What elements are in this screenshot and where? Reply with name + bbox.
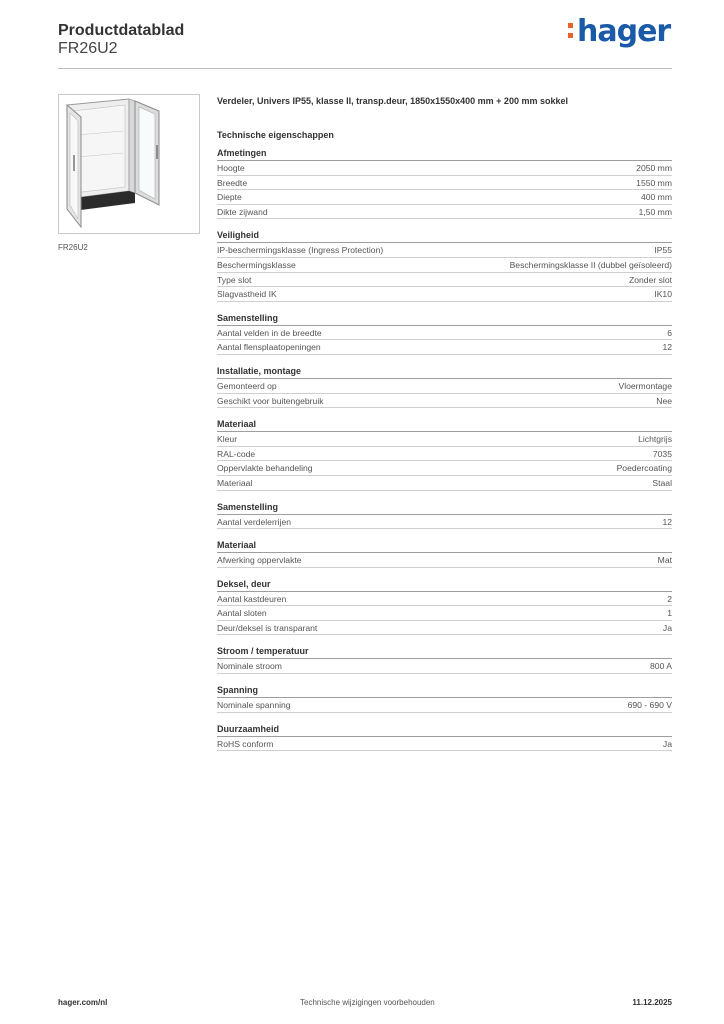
group-title: Spanning	[217, 683, 672, 698]
group-title: Materiaal	[217, 538, 672, 553]
property-value: 1550 mm	[636, 177, 672, 188]
property-value: Nee	[656, 395, 672, 406]
property-group	[217, 722, 672, 752]
property-group	[217, 364, 672, 408]
property-row	[217, 515, 672, 530]
property-row	[217, 447, 672, 462]
property-row	[217, 326, 672, 341]
property-value: IP55	[654, 245, 672, 256]
property-value: 690 - 690 V	[627, 700, 672, 711]
product-description: Verdeler, Univers IP55, klasse II, transp.deur, 1850x1550x400 mm + 200 mm sokkel	[217, 96, 568, 106]
property-value: 6	[667, 327, 672, 338]
property-label: Slagvastheid IK	[217, 289, 277, 300]
property-value: 12	[662, 516, 672, 527]
property-label: Breedte	[217, 177, 248, 188]
property-value: 1,50 mm	[638, 206, 672, 217]
property-label: Beschermingsklasse	[217, 259, 296, 270]
property-value: 7035	[652, 448, 672, 459]
property-label: Gemonteerd op	[217, 380, 277, 391]
group-title: Deksel, deur	[217, 577, 672, 592]
property-row	[217, 287, 672, 302]
property-label: Afwerking oppervlakte	[217, 555, 302, 566]
property-label: Diepte	[217, 192, 242, 203]
property-label: Materiaal	[217, 477, 253, 488]
property-label: Aantal velden in de breedte	[217, 327, 322, 338]
property-label: Dikte zijwand	[217, 206, 268, 217]
property-value: Staal	[652, 477, 672, 488]
group-title: Installatie, montage	[217, 364, 672, 379]
group-title: Veiligheid	[217, 228, 672, 243]
logo-dots-icon	[568, 23, 574, 39]
property-value: 12	[662, 342, 672, 353]
property-row	[217, 190, 672, 205]
property-row	[217, 273, 672, 288]
property-value: Poedercoating	[616, 463, 672, 474]
property-row	[217, 659, 672, 674]
property-label: Deur/deksel is transparant	[217, 622, 318, 633]
property-value: Zonder slot	[629, 274, 672, 285]
property-group	[217, 500, 672, 530]
property-row	[217, 379, 672, 394]
property-value: Lichtgrijs	[638, 434, 672, 445]
property-group	[217, 417, 672, 490]
property-value: 1	[667, 608, 672, 619]
property-label: RAL-code	[217, 448, 256, 459]
property-row	[217, 205, 672, 220]
footer-website[interactable]: hager.com/nl	[58, 998, 108, 1007]
property-value: Mat	[657, 555, 672, 566]
main-content	[217, 94, 672, 760]
property-label: IP-beschermingsklasse (Ingress Protection)	[217, 245, 384, 256]
technical-properties-title: Technische eigenschappen	[217, 130, 334, 140]
property-value: Vloermontage	[618, 380, 672, 391]
footer-disclaimer: Technische wijzigingen voorbehouden	[300, 998, 435, 1007]
property-group	[217, 577, 672, 636]
property-row	[217, 592, 672, 607]
group-title: Samenstelling	[217, 500, 672, 515]
group-title: Afmetingen	[217, 146, 672, 161]
property-row	[217, 606, 672, 621]
property-label: Aantal flensplaatopeningen	[217, 342, 321, 353]
property-value: 2	[667, 593, 672, 604]
property-row	[217, 161, 672, 176]
property-label: Hoogte	[217, 163, 245, 173]
header-title: Productdatablad	[58, 22, 185, 39]
property-row	[217, 258, 672, 273]
property-row	[217, 176, 672, 191]
property-label: Aantal sloten	[217, 608, 267, 619]
property-label: Oppervlakte behandeling	[217, 463, 313, 474]
logo-text: hager	[577, 14, 671, 49]
property-row	[217, 621, 672, 636]
property-label: Nominale spanning	[217, 700, 291, 711]
group-title: Samenstelling	[217, 311, 672, 326]
property-label: Aantal verdelerrijen	[217, 516, 292, 527]
property-label: Geschikt voor buitengebruik	[217, 395, 324, 406]
property-row	[217, 394, 672, 409]
group-title: Stroom / temperatuur	[217, 644, 672, 659]
property-label: Aantal kastdeuren	[217, 593, 287, 604]
property-row	[217, 737, 672, 752]
cabinet-illustration	[59, 95, 199, 233]
property-row	[217, 698, 672, 713]
header-divider	[58, 68, 672, 69]
property-row	[217, 461, 672, 476]
property-group	[217, 644, 672, 674]
footer-date: 11.12.2025	[632, 998, 672, 1007]
group-title: Duurzaamheid	[217, 722, 672, 737]
hager-logo	[568, 14, 670, 49]
property-value: Ja	[662, 622, 672, 633]
property-row	[217, 340, 672, 355]
property-label: RoHS conform	[217, 738, 274, 749]
property-group	[217, 228, 672, 301]
product-code: FR26U2	[58, 40, 118, 57]
property-group	[217, 311, 672, 355]
property-value: Ja	[662, 738, 672, 749]
group-title: Materiaal	[217, 417, 672, 432]
property-label: Kleur	[217, 434, 238, 445]
property-label: Type slot	[217, 274, 252, 285]
property-value: IK10	[654, 289, 672, 300]
property-group	[217, 683, 672, 713]
property-groups	[217, 146, 672, 751]
property-label: Nominale stroom	[217, 661, 282, 672]
property-row	[217, 243, 672, 258]
property-group	[217, 538, 672, 568]
property-value: 400 mm	[640, 192, 672, 203]
image-caption: FR26U2	[58, 243, 88, 252]
property-row	[217, 476, 672, 491]
property-value: 800 A	[650, 661, 672, 672]
property-value: 2050 mm	[636, 163, 672, 173]
property-row	[217, 432, 672, 447]
property-value: Beschermingsklasse II (dubbel geïsoleerd)	[509, 259, 672, 270]
property-group	[217, 146, 672, 219]
product-image	[58, 94, 200, 234]
property-row	[217, 553, 672, 568]
